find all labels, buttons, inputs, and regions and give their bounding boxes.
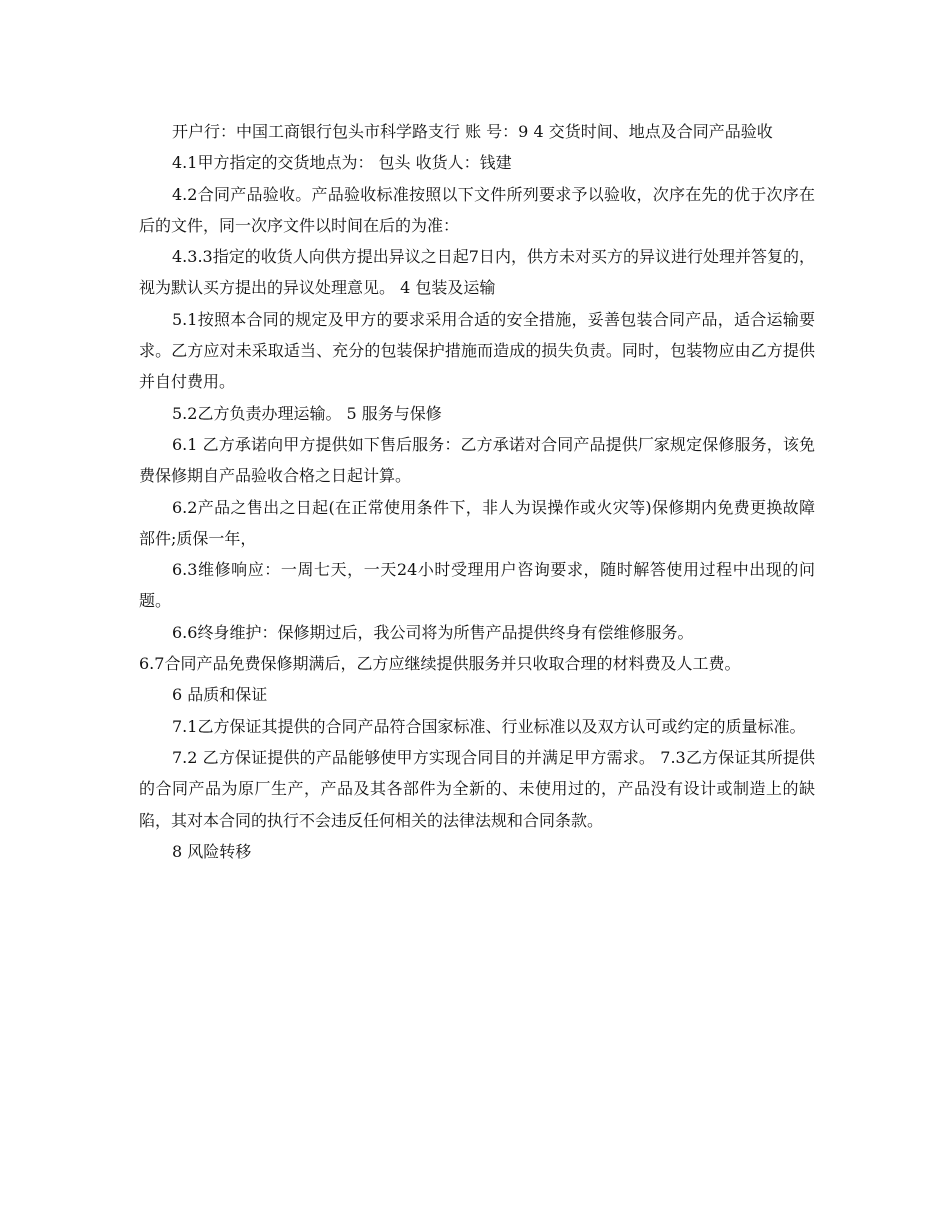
paragraph-6-1: 6.1 乙方承诺向甲方提供如下售后服务：乙方承诺对合同产品提供厂家规定保修服务，该免费保修期自产品验收合格之日起计算。 [139,434,815,486]
paragraph-4-2: 4.2合同产品验收。产品验收标准按照以下文件所列要求予以验收，次序在先的优于次序在后的文件，同一次序文件以时间在后的为准： [139,184,815,235]
paragraph-5-2: 5.2乙方负责办理运输。 5 服务与保修 [172,403,442,423]
paragraph-7-1: 7.1乙方保证其提供的合同产品符合国家标准、行业标准以及双方认可或约定的质量标准。 [172,716,806,736]
paragraph-bank-account: 开户行：中国工商银行包头市科学路支行 账 号：9 4 交货时间、地点及合同产品验收 [172,122,773,141]
document-body [139,116,815,867]
section-heading-risk-transfer: 8 风险转移 [172,841,252,861]
paragraph-7-2: 7.2 乙方保证提供的产品能够使甲方实现合同目的并满足甲方需求。 7.3乙方保证其所提供的合同产品为原厂生产，产品及其各部件为全新的、未使用过的，产品没有设计或制造上的缺陷，其对本合同的执行不会违反任何相关的法律法规和合同条款。 [139,747,815,830]
paragraph-6-2: 6.2产品之售出之日起(在正常使用条件下，非人为误操作或火灾等)保修期内免费更换故障部件;质保一年， [139,497,815,548]
paragraph-6-7: 6.7合同产品免费保修期满后，乙方应继续提供服务并只收取合理的材料费及人工费。 [139,654,741,674]
section-heading-quality: 6 品质和保证 [172,685,268,705]
paragraph-4-1: 4.1甲方指定的交货地点为： 包头 收货人：钱建 [172,153,512,173]
paragraph-4-3-3: 4.3.3指定的收货人向供方提出异议之日起7日内，供方未对买方的异议进行处理并答复的，视为默认买方提出的异议处理意见。 4 包装及运输 [139,247,815,298]
paragraph-5-1: 5.1按照本合同的规定及甲方的要求采用合适的安全措施，妥善包装合同产品，适合运输要求。乙方应对未采取适当、充分的包装保护措施而造成的损失负责。同时，包装物应由乙方提供并自付费用。 [139,309,815,392]
paragraph-6-6: 6.6终身维护：保修期过后，我公司将为所售产品提供终身有偿维修服务。 [172,622,694,642]
paragraph-6-3: 6.3维修响应：一周七天，一天24小时受理用户咨询要求，随时解答使用过程中出现的问题。 [139,560,815,611]
